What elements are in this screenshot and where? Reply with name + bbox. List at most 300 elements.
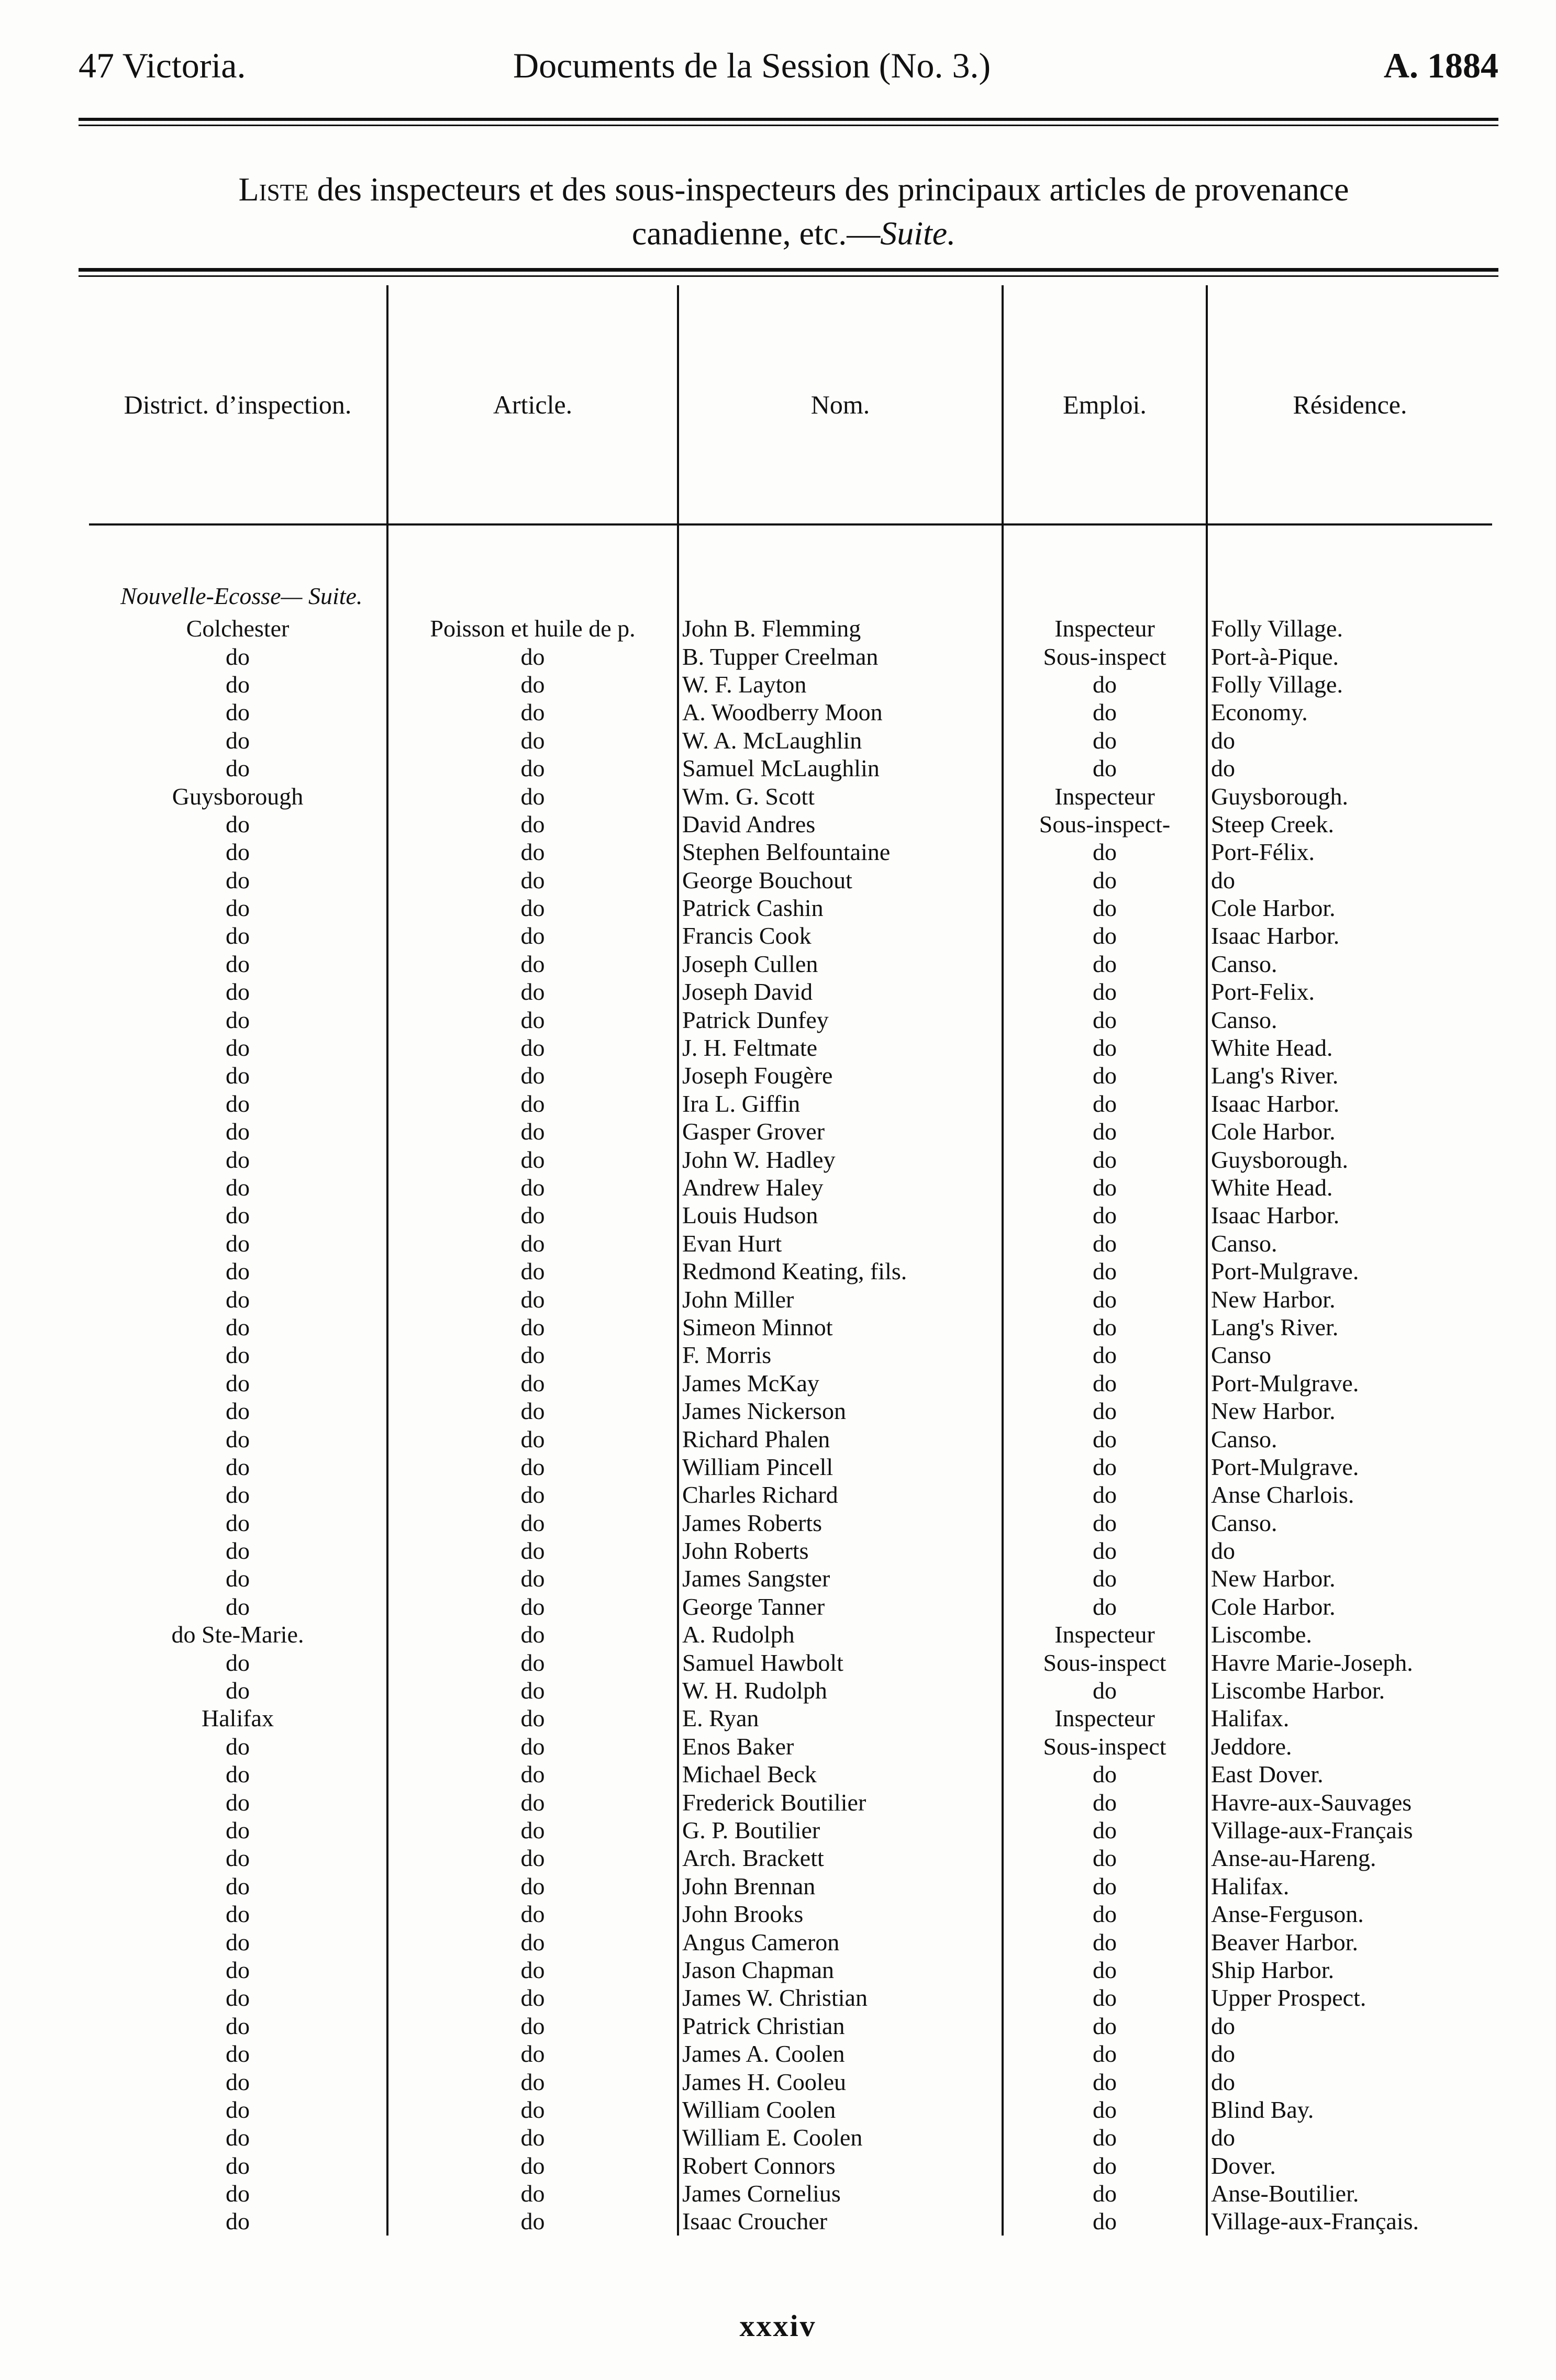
table-row (89, 671, 1492, 698)
emploi-cell: do (1003, 1760, 1207, 1788)
table-row (89, 2040, 1492, 2068)
article-cell: do (387, 950, 678, 978)
emploi-cell: do (1003, 2180, 1207, 2207)
district-cell: do (226, 1369, 250, 1396)
article-cell: do (387, 866, 678, 894)
article-cell: do (387, 727, 678, 754)
district-cell: do (226, 1342, 250, 1369)
emploi-cell: do (1003, 727, 1207, 754)
residence-cell: Havre Marie-Joseph. (1207, 1648, 1492, 1676)
table-row (89, 1900, 1492, 1928)
emploi-cell: do (1003, 1061, 1207, 1089)
district-cell: do (226, 2096, 250, 2123)
district-cell: Guysborough (172, 783, 304, 810)
nom-cell: David Andres (678, 810, 1003, 838)
residence-cell: do (1207, 2124, 1492, 2151)
emploi-cell: do (1003, 1593, 1207, 1621)
article-cell: do (387, 2124, 678, 2151)
residence-cell: Guysborough. (1207, 1145, 1492, 1173)
caption-rule-thin (79, 275, 1498, 277)
article-cell: do (387, 642, 678, 670)
emploi-cell: do (1003, 698, 1207, 726)
emploi-cell: do (1003, 922, 1207, 949)
emploi-cell: do (1003, 1677, 1207, 1704)
article-cell: do (387, 1034, 678, 1061)
emploi-cell: Sous-inspect- (1003, 810, 1207, 838)
nom-cell: James Roberts (678, 1509, 1003, 1537)
nom-cell: Francis Cook (678, 922, 1003, 949)
emploi-cell: do (1003, 2207, 1207, 2235)
district-cell: do (226, 1928, 250, 1956)
district-cell: do (226, 1230, 250, 1257)
district-cell: do (226, 2040, 250, 2068)
emploi-cell: do (1003, 1900, 1207, 1928)
table-row (89, 1733, 1492, 1760)
nom-cell: Charles Richard (678, 1481, 1003, 1509)
article-cell: do (387, 2012, 678, 2040)
district-cell: do (226, 1649, 250, 1676)
nom-cell: A. Rudolph (678, 1621, 1003, 1648)
nom-cell: John Miller (678, 1285, 1003, 1313)
table-row (89, 754, 1492, 782)
district-cell: do (226, 839, 250, 866)
district-cell: do (226, 1202, 250, 1229)
table-row (89, 866, 1492, 894)
district-cell: do (226, 1901, 250, 1928)
table-row (89, 1565, 1492, 1592)
emploi-cell: do (1003, 978, 1207, 1005)
emploi-cell: do (1003, 1425, 1207, 1452)
nom-cell: B. Tupper Creelman (678, 642, 1003, 670)
district-cell: do (226, 866, 250, 893)
emploi-cell: do (1003, 1285, 1207, 1313)
table-row (89, 1005, 1492, 1033)
table-row (89, 1369, 1492, 1397)
emploi-cell: do (1003, 1201, 1207, 1229)
nom-cell: Ira L. Giffin (678, 1090, 1003, 1118)
district-cell: do (226, 727, 250, 754)
emploi-cell: Sous-inspect (1003, 1733, 1207, 1760)
emploi-cell: do (1003, 1230, 1207, 1257)
residence-cell: Blind Bay. (1207, 2096, 1492, 2124)
nom-cell: George Tanner (678, 1593, 1003, 1621)
caption-rule (79, 268, 1498, 272)
article-cell: do (387, 1509, 678, 1537)
table-row (89, 1956, 1492, 1984)
table-row (89, 1230, 1492, 1257)
nom-cell: George Bouchout (678, 866, 1003, 894)
residence-cell: Canso. (1207, 1425, 1492, 1452)
residence-cell: Liscombe Harbor. (1207, 1677, 1492, 1704)
emploi-cell: Sous-inspect (1003, 642, 1207, 670)
emploi-cell: do (1003, 1005, 1207, 1033)
column-header-emploi: Emploi. (1003, 285, 1207, 524)
table-row (89, 1118, 1492, 1145)
article-cell: do (387, 1677, 678, 1704)
district-cell: do (226, 1398, 250, 1425)
article-cell: do (387, 1928, 678, 1956)
emploi-cell: Inspecteur (1003, 1704, 1207, 1732)
district-cell: do (226, 1286, 250, 1313)
residence-cell: Cole Harbor. (1207, 894, 1492, 922)
district-cell: do (226, 1845, 250, 1872)
table-row (89, 2207, 1492, 2235)
table-row (89, 2151, 1492, 2179)
table-row (89, 1257, 1492, 1285)
residence-cell: Village-aux-Français (1207, 1816, 1492, 1844)
residence-cell: White Head. (1207, 1034, 1492, 1061)
table-row (89, 1145, 1492, 1173)
residence-cell: Dover. (1207, 2151, 1492, 2179)
article-cell: do (387, 1145, 678, 1173)
section-row (89, 524, 1492, 614)
residence-cell: Port-Mulgrave. (1207, 1453, 1492, 1481)
article-cell: do (387, 1341, 678, 1369)
residence-cell: Canso. (1207, 1005, 1492, 1033)
residence-cell: Upper Prospect. (1207, 1984, 1492, 2012)
article-cell: do (387, 1118, 678, 1145)
nom-cell: John B. Flemming (678, 614, 1003, 642)
article-cell: do (387, 1369, 678, 1397)
table-row (89, 2096, 1492, 2124)
table-row (89, 978, 1492, 1005)
residence-cell: Canso. (1207, 950, 1492, 978)
residence-cell: Steep Creek. (1207, 810, 1492, 838)
table-row (89, 1285, 1492, 1313)
table-row (89, 1509, 1492, 1537)
residence-cell: Halifax. (1207, 1704, 1492, 1732)
table-row (89, 1090, 1492, 1118)
table-row (89, 1481, 1492, 1509)
article-cell: do (387, 1201, 678, 1229)
emploi-cell: do (1003, 866, 1207, 894)
section-label: Nouvelle-Ecosse— Suite. (120, 583, 363, 609)
emploi-cell: do (1003, 671, 1207, 698)
article-cell: do (387, 838, 678, 866)
article-cell: do (387, 1788, 678, 1816)
article-cell: do (387, 1174, 678, 1201)
residence-cell: Isaac Harbor. (1207, 922, 1492, 949)
district-cell: do (226, 2124, 250, 2151)
column-header-article: Article. (387, 285, 678, 524)
residence-cell: Anse-Ferguson. (1207, 1900, 1492, 1928)
emploi-cell: do (1003, 1034, 1207, 1061)
table-row (89, 1816, 1492, 1844)
district-cell: do (226, 1984, 250, 2012)
article-cell: do (387, 671, 678, 698)
emploi-cell: Inspecteur (1003, 782, 1207, 810)
article-cell: do (387, 978, 678, 1005)
table-row (89, 2124, 1492, 2151)
nom-cell: Louis Hudson (678, 1201, 1003, 1229)
nom-cell: Evan Hurt (678, 1230, 1003, 1257)
residence-cell: Cole Harbor. (1207, 1118, 1492, 1145)
emploi-cell: do (1003, 1145, 1207, 1173)
district-cell: do (226, 1789, 250, 1816)
article-cell: do (387, 1872, 678, 1900)
district-cell: do (226, 1565, 250, 1592)
article-cell: do (387, 1900, 678, 1928)
district-cell: Colchester (186, 615, 290, 642)
residence-cell: Anse Charlois. (1207, 1481, 1492, 1509)
district-cell: do (226, 950, 250, 977)
table-row (89, 2068, 1492, 2095)
header-volume: 47 Victoria. (79, 46, 246, 85)
table-row (89, 1788, 1492, 1816)
district-cell: do (226, 2208, 250, 2235)
nom-cell: E. Ryan (678, 1704, 1003, 1732)
caption-line-1 (89, 167, 1498, 211)
article-cell: do (387, 2096, 678, 2124)
article-cell: do (387, 1648, 678, 1676)
table-row (89, 1313, 1492, 1341)
district-cell: do (226, 895, 250, 922)
residence-cell: do (1207, 2040, 1492, 2068)
nom-cell: Patrick Dunfey (678, 1005, 1003, 1033)
district-cell: do (226, 1313, 250, 1340)
emploi-cell: do (1003, 1788, 1207, 1816)
nom-cell: Robert Connors (678, 2151, 1003, 2179)
district-cell: do Ste-Marie. (171, 1621, 304, 1648)
article-cell: Poisson et huile de p. (387, 614, 678, 642)
table-row (89, 727, 1492, 754)
running-head (79, 37, 1498, 94)
article-cell: do (387, 782, 678, 810)
table-row (89, 614, 1492, 642)
emploi-cell: do (1003, 1369, 1207, 1397)
nom-cell: A. Woodberry Moon (678, 698, 1003, 726)
nom-cell: Richard Phalen (678, 1425, 1003, 1452)
article-cell: do (387, 698, 678, 726)
nom-cell: Frederick Boutilier (678, 1788, 1003, 1816)
district-cell: do (226, 978, 250, 1005)
nom-cell: Simeon Minnot (678, 1313, 1003, 1341)
residence-cell: Port-Mulgrave. (1207, 1257, 1492, 1285)
header-rule-thin (79, 125, 1498, 126)
residence-cell: New Harbor. (1207, 1565, 1492, 1592)
district-cell: do (226, 1174, 250, 1201)
table-row (89, 838, 1492, 866)
article-cell: do (387, 1844, 678, 1872)
residence-cell: Isaac Harbor. (1207, 1090, 1492, 1118)
district-cell: Halifax (202, 1705, 274, 1732)
district-cell: do (226, 1733, 250, 1760)
district-cell: do (226, 671, 250, 698)
residence-cell: Port-Felix. (1207, 978, 1492, 1005)
district-cell: do (226, 2012, 250, 2039)
district-cell: do (226, 1062, 250, 1089)
residence-cell: Folly Village. (1207, 671, 1492, 698)
article-cell: do (387, 1425, 678, 1452)
article-cell: do (387, 810, 678, 838)
residence-cell: Port-Félix. (1207, 838, 1492, 866)
table-row (89, 1621, 1492, 1648)
district-cell: do (226, 1258, 250, 1285)
residence-cell: do (1207, 2068, 1492, 2095)
header-rule (79, 118, 1498, 121)
residence-cell: Village-aux-Français. (1207, 2207, 1492, 2235)
nom-cell: Samuel Hawbolt (678, 1648, 1003, 1676)
district-cell: do (226, 1034, 250, 1061)
nom-cell: Joseph Cullen (678, 950, 1003, 978)
district-cell: do (226, 2180, 250, 2207)
emploi-cell: Sous-inspect (1003, 1648, 1207, 1676)
district-cell: do (226, 1481, 250, 1509)
emploi-cell: do (1003, 1816, 1207, 1844)
residence-cell: Havre-aux-Sauvages (1207, 1788, 1492, 1816)
nom-cell: William Pincell (678, 1453, 1003, 1481)
table-row (89, 698, 1492, 726)
nom-cell: James Nickerson (678, 1397, 1003, 1425)
column-header-nom: Nom. (678, 285, 1003, 524)
nom-cell: Angus Cameron (678, 1928, 1003, 1956)
district-cell: do (226, 1118, 250, 1145)
residence-cell: Anse-Boutilier. (1207, 2180, 1492, 2207)
district-cell: do (226, 1146, 250, 1173)
residence-cell: Halifax. (1207, 1872, 1492, 1900)
nom-cell: Patrick Cashin (678, 894, 1003, 922)
article-cell: do (387, 1593, 678, 1621)
article-cell: do (387, 1816, 678, 1844)
article-cell: do (387, 1397, 678, 1425)
table-row (89, 1760, 1492, 1788)
residence-cell: Jeddore. (1207, 1733, 1492, 1760)
caption-first-word: Liste (238, 171, 309, 208)
emploi-cell: do (1003, 2068, 1207, 2095)
table-row (89, 1928, 1492, 1956)
article-cell: do (387, 2180, 678, 2207)
district-cell: do (226, 1006, 250, 1033)
table-row (89, 922, 1492, 949)
table-body (89, 524, 1492, 2236)
residence-cell: Economy. (1207, 698, 1492, 726)
emploi-cell: do (1003, 950, 1207, 978)
residence-cell: Canso (1207, 1341, 1492, 1369)
district-cell: do (226, 1956, 250, 1983)
emploi-cell: do (1003, 754, 1207, 782)
residence-cell: Beaver Harbor. (1207, 1928, 1492, 1956)
emploi-cell: do (1003, 1397, 1207, 1425)
nom-cell: Patrick Christian (678, 2012, 1003, 2040)
table-row (89, 2180, 1492, 2207)
header-title: Documents de la Session (No. 3.) (513, 46, 991, 85)
header-year: A. 1884 (1383, 46, 1498, 85)
table-row (89, 1537, 1492, 1565)
nom-cell: William Coolen (678, 2096, 1003, 2124)
caption-line-2 (89, 211, 1498, 255)
residence-cell: do (1207, 1537, 1492, 1565)
district-cell: do (226, 1872, 250, 1899)
table-row (89, 1593, 1492, 1621)
emploi-cell: do (1003, 1174, 1207, 1201)
caption-line-1-text: des inspecteurs et des sous-inspecteurs des principaux articles de provenance (317, 171, 1349, 208)
nom-cell: James A. Coolen (678, 2040, 1003, 2068)
nom-cell: Isaac Croucher (678, 2207, 1003, 2235)
nom-cell: Arch. Brackett (678, 1844, 1003, 1872)
emploi-cell: do (1003, 1984, 1207, 2012)
residence-cell: do (1207, 727, 1492, 754)
article-cell: do (387, 1984, 678, 2012)
residence-cell: Folly Village. (1207, 614, 1492, 642)
nom-cell: Joseph David (678, 978, 1003, 1005)
nom-cell: J. H. Feltmate (678, 1034, 1003, 1061)
residence-cell: Ship Harbor. (1207, 1956, 1492, 1984)
article-cell: do (387, 1704, 678, 1732)
nom-cell: F. Morris (678, 1341, 1003, 1369)
emploi-cell: do (1003, 2040, 1207, 2068)
caption-suite: Suite. (880, 215, 956, 252)
emploi-cell: do (1003, 2151, 1207, 2179)
table-row (89, 1174, 1492, 1201)
table-row (89, 1397, 1492, 1425)
district-cell: do (226, 1425, 250, 1452)
nom-cell: James Sangster (678, 1565, 1003, 1592)
residence-cell: Lang's River. (1207, 1313, 1492, 1341)
caption-line-2-text: canadienne, etc.— (631, 215, 881, 252)
table-row (89, 1034, 1492, 1061)
table-header-row (89, 285, 1492, 524)
article-cell: do (387, 1621, 678, 1648)
article-cell: do (387, 1285, 678, 1313)
residence-cell: New Harbor. (1207, 1285, 1492, 1313)
district-cell: do (226, 1816, 250, 1843)
article-cell: do (387, 1760, 678, 1788)
table-row (89, 2012, 1492, 2040)
emploi-cell: do (1003, 2096, 1207, 2124)
article-cell: do (387, 1090, 678, 1118)
nom-cell: James Cornelius (678, 2180, 1003, 2207)
article-cell: do (387, 1005, 678, 1033)
residence-cell: Port-Mulgrave. (1207, 1369, 1492, 1397)
nom-cell: Andrew Haley (678, 1174, 1003, 1201)
nom-cell: Wm. G. Scott (678, 782, 1003, 810)
article-cell: do (387, 894, 678, 922)
article-cell: do (387, 754, 678, 782)
table-row (89, 1341, 1492, 1369)
table-row (89, 950, 1492, 978)
table-row (89, 1201, 1492, 1229)
table-row (89, 894, 1492, 922)
emploi-cell: do (1003, 1481, 1207, 1509)
nom-cell: W. F. Layton (678, 671, 1003, 698)
nom-cell: Stephen Belfountaine (678, 838, 1003, 866)
article-cell: do (387, 1313, 678, 1341)
nom-cell: W. H. Rudolph (678, 1677, 1003, 1704)
table-row (89, 1425, 1492, 1452)
table-row (89, 782, 1492, 810)
emploi-cell: do (1003, 894, 1207, 922)
residence-cell: White Head. (1207, 1174, 1492, 1201)
nom-cell: John Brooks (678, 1900, 1003, 1928)
article-cell: do (387, 1230, 678, 1257)
emploi-cell: do (1003, 1872, 1207, 1900)
emploi-cell: do (1003, 1537, 1207, 1565)
residence-cell: do (1207, 866, 1492, 894)
nom-cell: John Brennan (678, 1872, 1003, 1900)
district-cell: do (226, 1761, 250, 1788)
article-cell: do (387, 1481, 678, 1509)
emploi-cell: do (1003, 1956, 1207, 1984)
nom-cell: Joseph Fougère (678, 1061, 1003, 1089)
emploi-cell: do (1003, 838, 1207, 866)
district-cell: do (226, 1593, 250, 1620)
nom-cell: Redmond Keating, fils. (678, 1257, 1003, 1285)
district-cell: do (226, 2068, 250, 2095)
district-cell: do (226, 1537, 250, 1565)
residence-cell: do (1207, 754, 1492, 782)
emploi-cell: do (1003, 1453, 1207, 1481)
residence-cell: Liscombe. (1207, 1621, 1492, 1648)
